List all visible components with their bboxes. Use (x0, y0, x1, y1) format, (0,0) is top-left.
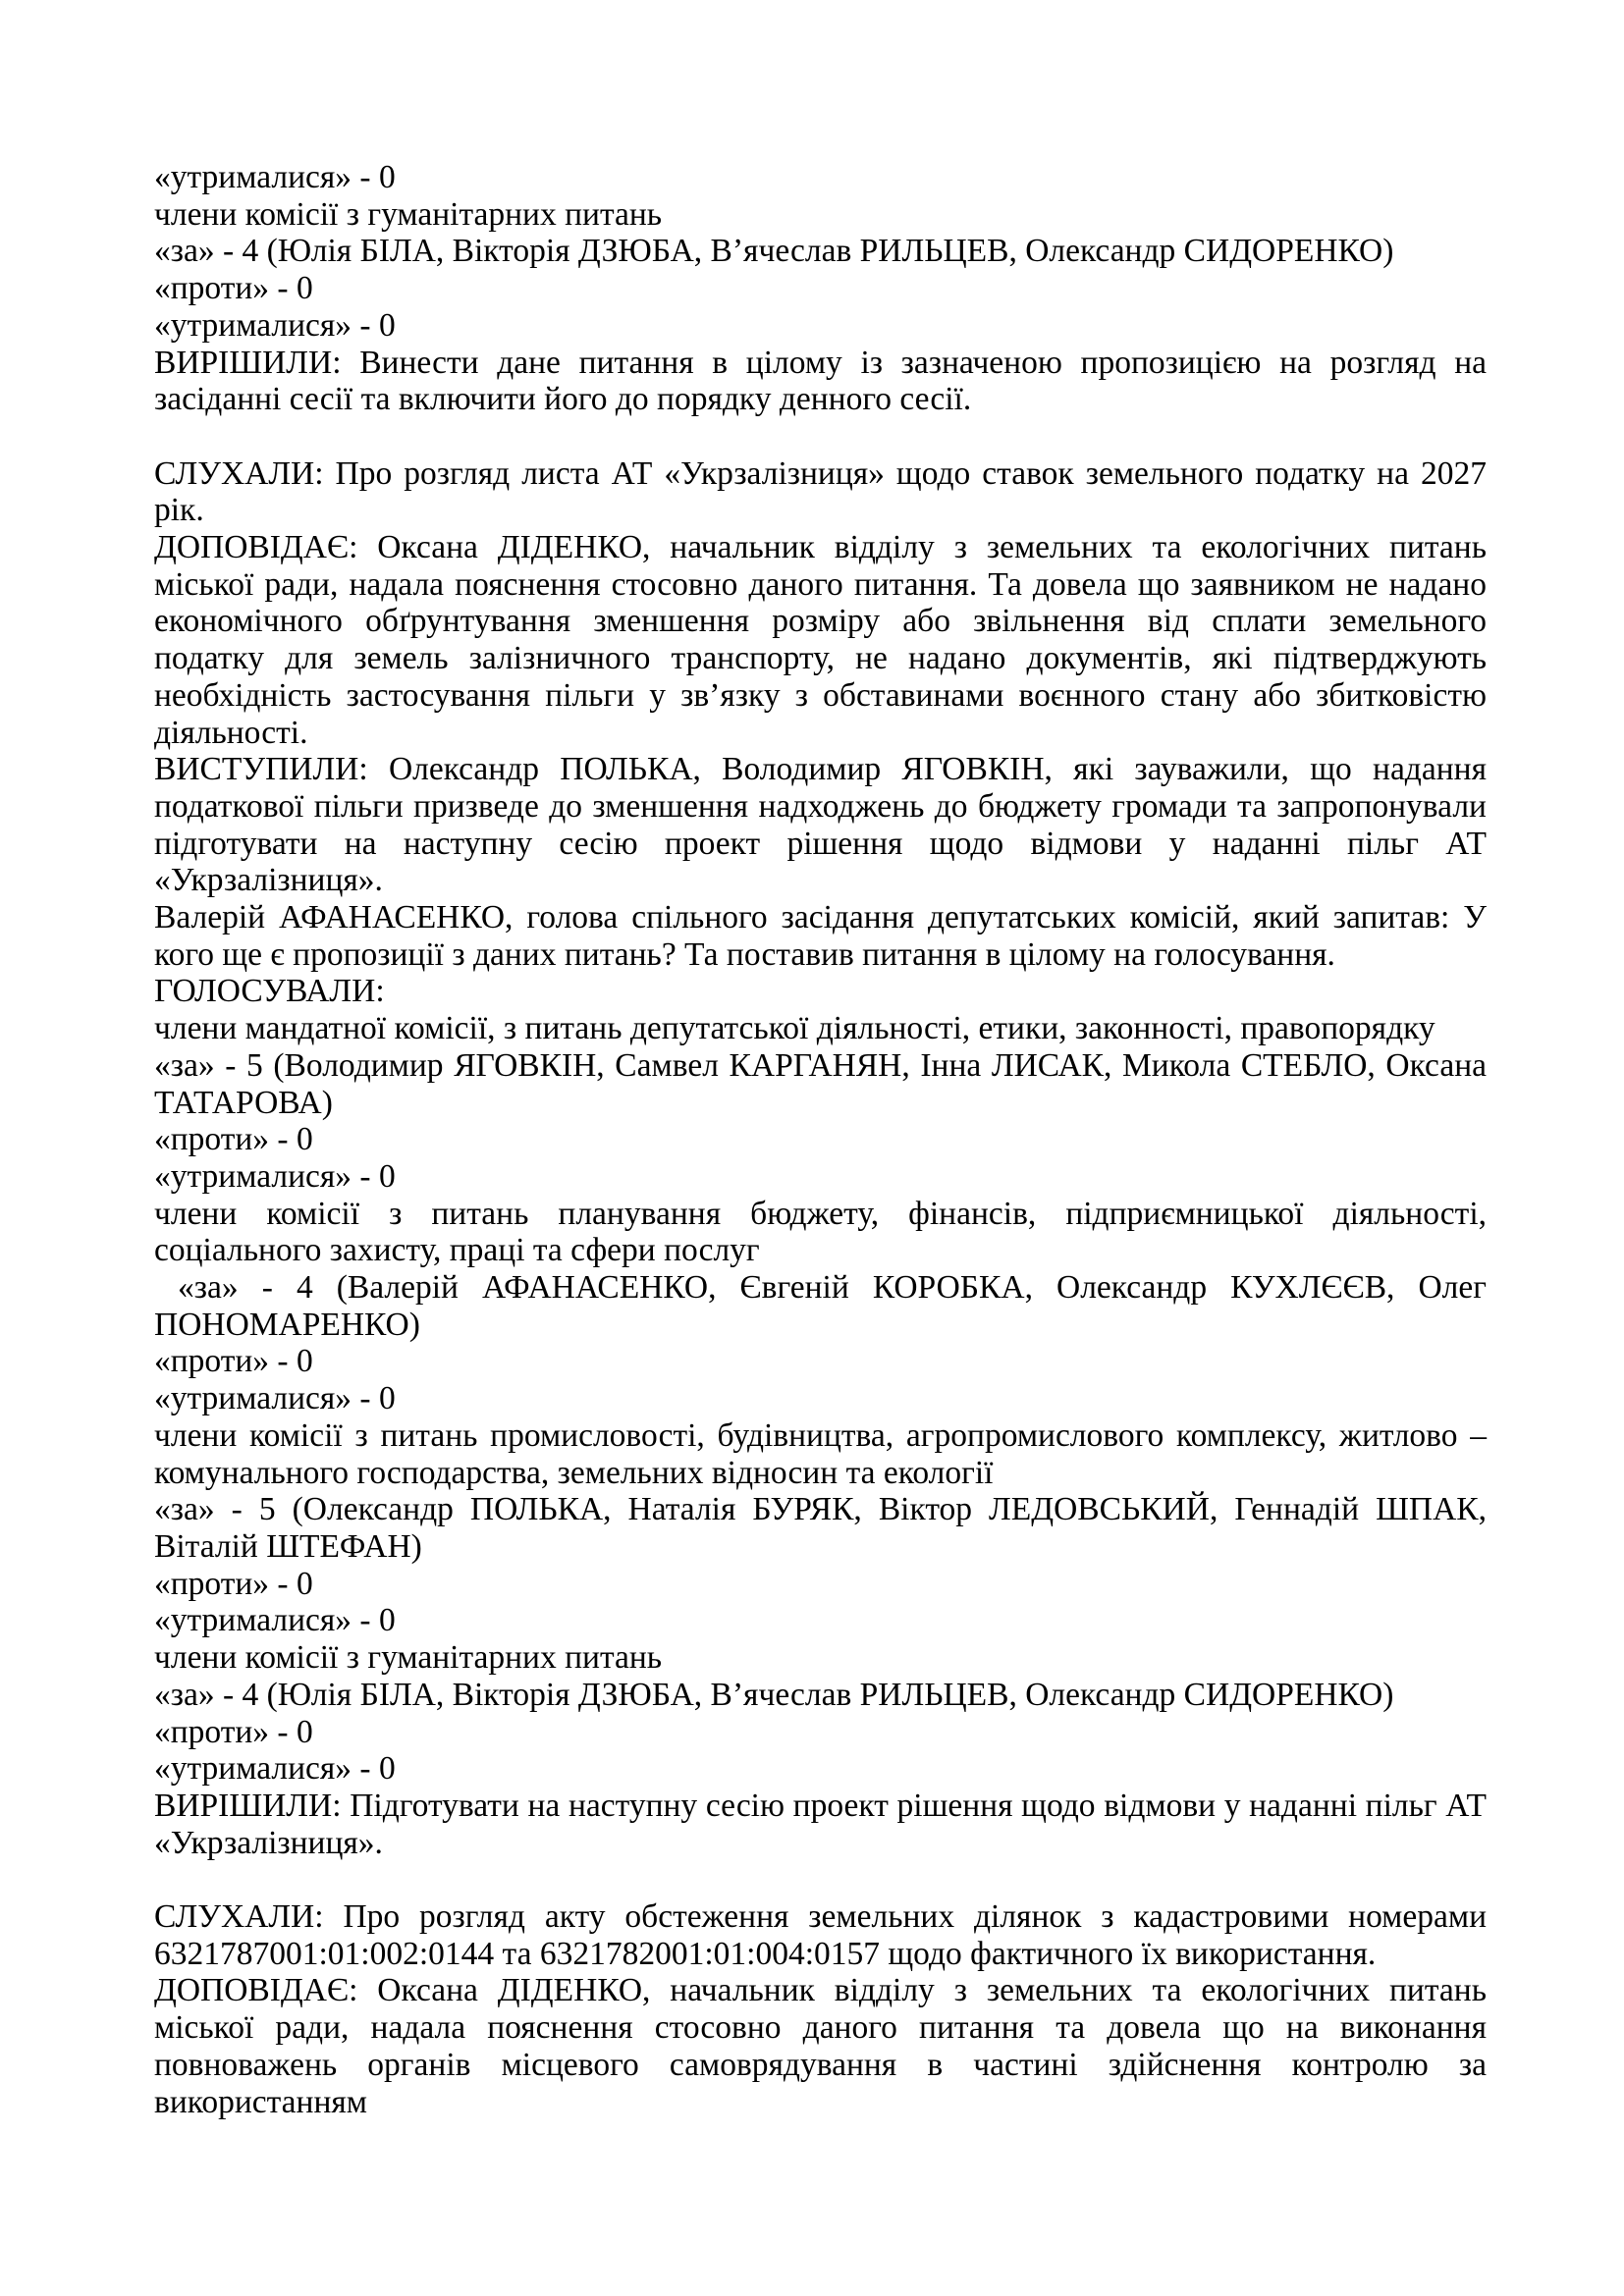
paragraph-vote-for: «за» - 4 (Юлія БІЛА, Вікторія ДЗЮБА, В’ячеслав РИЛЬЦЕВ, Олександр СИДОРЕНКО) (154, 233, 1394, 270)
blank-line (154, 1861, 1487, 1898)
paragraph-report-didenko: ДОПОВІДАЄ: Оксана ДІДЕНКО, начальник відділу з земельних та екологічних питань міської ради, надала пояснення стосовно даного питання та довела що на виконання повноважень органів місцевого самоврядування в частині здійснення контролю за використанням (154, 1972, 1495, 2120)
paragraph-vote-for: «за» - 4 (Валерій АФАНАСЕНКО, Євгеній КОРОБКА, Олександр КУХЛЄЄВ, Олег ПОНОМАРЕНКО) (154, 1269, 1495, 1343)
paragraph-vote-against: «проти» - 0 (154, 270, 313, 307)
paragraph-vote-abstained: «утрималися» - 0 (154, 1602, 396, 1639)
paragraph-commission-humanitarian: члени комісії з гуманітарних питань (154, 1639, 663, 1677)
paragraph-vote-abstained: «утрималися» - 0 (154, 1157, 396, 1195)
paragraph-vote-for: «за» - 4 (Юлія БІЛА, Вікторія ДЗЮБА, В’ячеслав РИЛЬЦЕВ, Олександр СИДОРЕНКО) (154, 1676, 1394, 1713)
paragraph-vote-abstained: «утрималися» - 0 (154, 306, 396, 344)
paragraph-voted-heading: ГОЛОСУВАЛИ: (154, 973, 385, 1010)
paragraph-decision: ВИРІШИЛИ: Підготувати на наступну сесію проект рішення щодо відмови у наданні пільг АТ «Укрзалізниця». (154, 1787, 1495, 1861)
paragraph-commission-industry: члени комісії з питань промисловості, будівництва, агропромислового комплексу, житлово – комунального господарства, земельних відносин та екології (154, 1416, 1495, 1491)
paragraph-report-didenko: ДОПОВІДАЄ: Оксана ДІДЕНКО, начальник відділу з земельних та екологічних питань міської ради, надала пояснення стосовно даного питання. Та довела що заявником не надано економічного обґрунтування зменшення розміру або звільнення від сплати земельного податку для земель залізничного транспорту, не надано документів, які підтверджують необхідність застосування пільги у зв’язку з обставинами воєнного стану або збитковістю діяльності. (154, 529, 1495, 751)
paragraph-speakers: ВИСТУПИЛИ: Олександр ПОЛЬКА, Володимир ЯГОВКІН, які зауважили, що надання податкової пільги призведе до зменшення надходжень до бюджету громади та запропонували підготувати на наступну сесію проект рішення щодо відмови у наданні пільг АТ «Укрзалізниця». (154, 751, 1495, 899)
paragraph-heard-land-plots: СЛУХАЛИ: Про розгляд акту обстеження земельних ділянок з кадастровими номерами 6321787001:01:002:0144 та 6321782001:01:004:0157 щодо фактичного їх використання. (154, 1898, 1495, 1972)
paragraph-commission-budget: члени комісії з питань планування бюджету, фінансів, підприємницької діяльності, соціального захисту, праці та сфери послуг (154, 1195, 1495, 1269)
paragraph-vote-against: «проти» - 0 (154, 1121, 313, 1158)
paragraph-vote-for: «за» - 5 (Олександр ПОЛЬКА, Наталія БУРЯК, Віктор ЛЕДОВСЬКИЙ, Геннадій ШПАК, Віталій ШТЕФАН) (154, 1491, 1495, 1565)
paragraph-vote-against: «проти» - 0 (154, 1343, 313, 1380)
blank-line (154, 418, 1487, 455)
paragraph-commission-humanitarian: члени комісії з гуманітарних питань (154, 195, 663, 233)
paragraph-vote-against: «проти» - 0 (154, 1713, 313, 1750)
paragraph-afanasenko-question: Валерій АФАНАСЕНКО, голова спільного засідання депутатських комісій, який запитав: У кого ще є пропозиції з даних питань? Та поставив питання в цілому на голосування. (154, 899, 1495, 973)
paragraph-vote-abstained: «утрималися» - 0 (154, 159, 396, 195)
paragraph-decision: ВИРІШИЛИ: Винести дане питання в цілому із зазначеною пропозицією на розгляд на засіданні сесії та включити його до порядку денного сесії. (154, 344, 1495, 418)
paragraph-commission-mandate: члени мандатної комісії, з питань депутатської діяльності, етики, законності, правопорядку (154, 1010, 1435, 1047)
paragraph-vote-against: «проти» - 0 (154, 1565, 313, 1602)
document-text-block (154, 159, 1495, 2120)
paragraph-vote-for: «за» - 5 (Володимир ЯГОВКІН, Самвел КАРГАНЯН, Інна ЛИСАК, Микола СТЕБЛО, Оксана ТАТАРОВА) (154, 1046, 1495, 1121)
paragraph-heard-ukrzaliznytsia: СЛУХАЛИ: Про розгляд листа АТ «Укрзалізниця» щодо ставок земельного податку на 2027 рік. (154, 454, 1495, 529)
paragraph-vote-abstained: «утрималися» - 0 (154, 1750, 396, 1788)
paragraph-vote-abstained: «утрималися» - 0 (154, 1380, 396, 1417)
